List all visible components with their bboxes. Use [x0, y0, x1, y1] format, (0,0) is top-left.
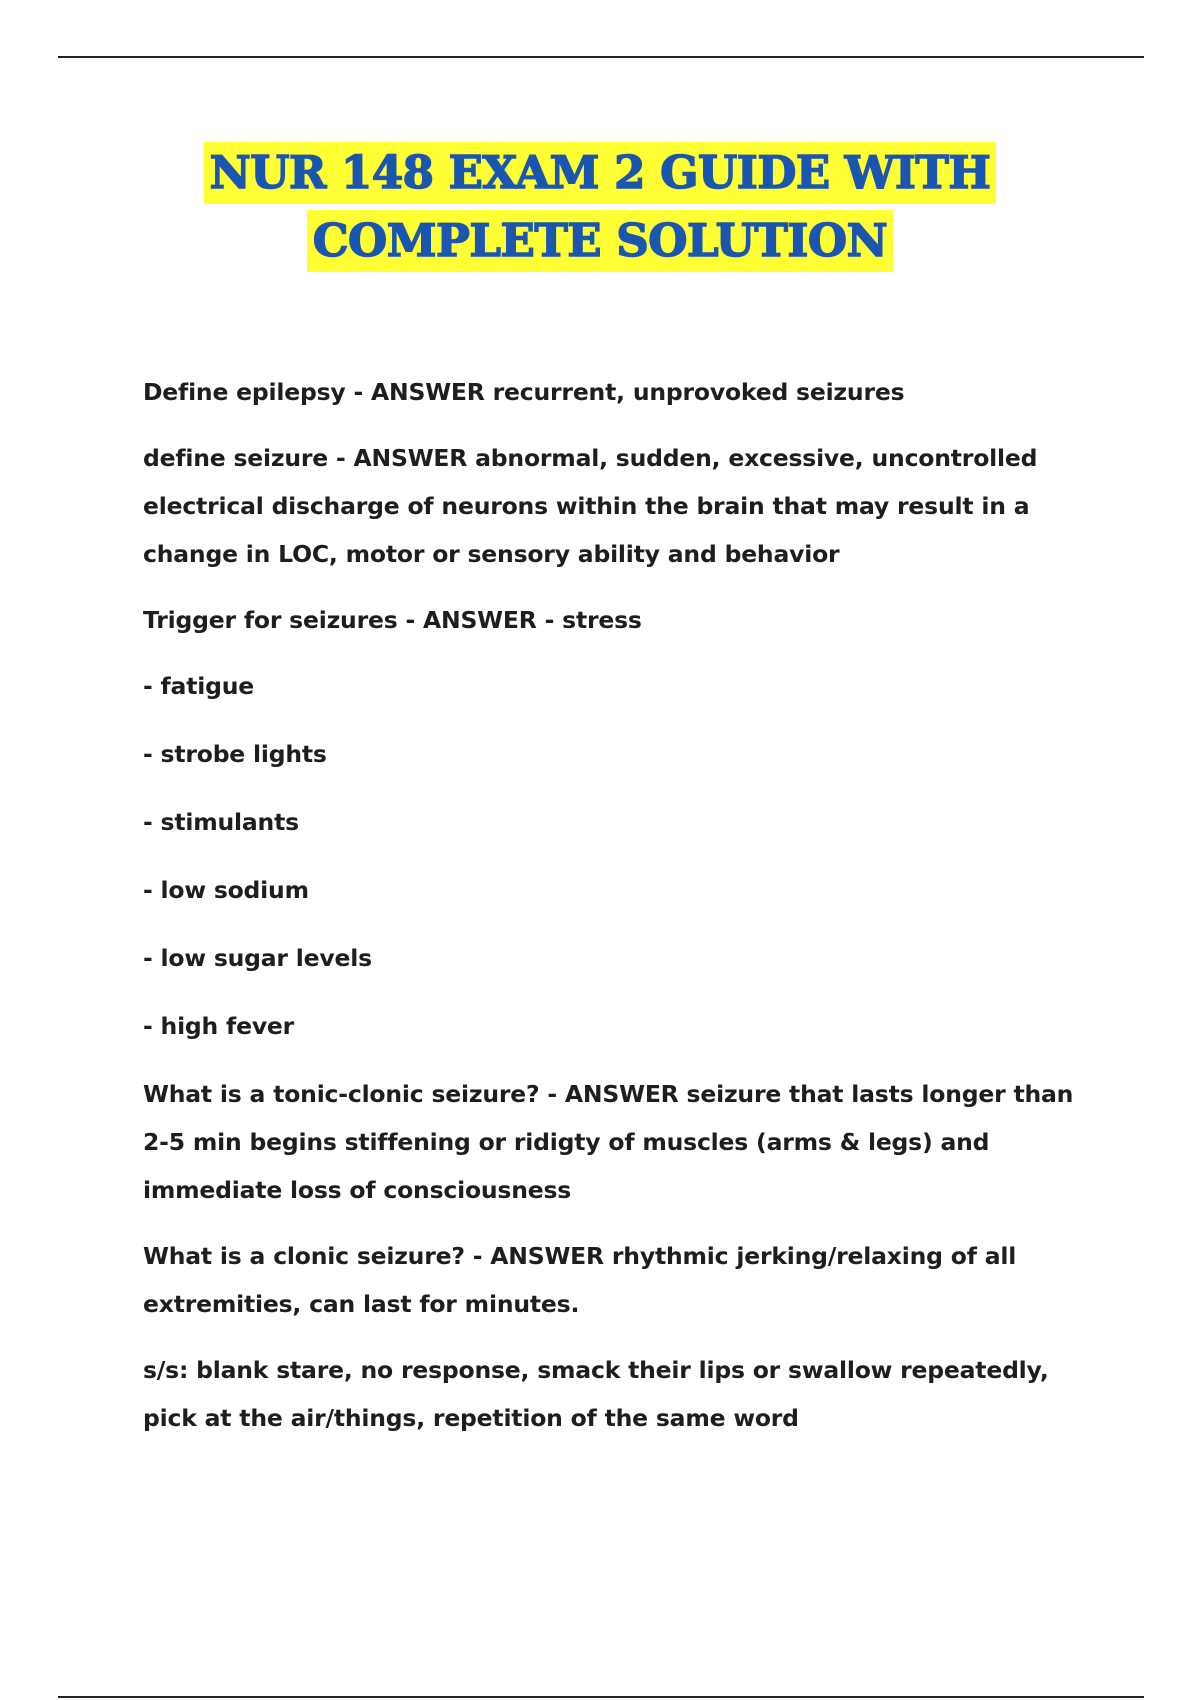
qa-seizure: define seizure - ANSWER abnormal, sudden, excessive, uncontrolled electrical discharge of neurons within the brain that may result in a change in LOC, motor or sensory ability and behavior: [143, 444, 1038, 568]
qa-epilepsy: Define epilepsy - ANSWER recurrent, unprovoked seizures: [143, 378, 905, 406]
list-item: - low sugar levels: [143, 944, 372, 972]
list-item: - high fever: [143, 1012, 295, 1040]
qa-triggers: Trigger for seizures - ANSWER - stress: [143, 606, 642, 634]
bottom-rule: [58, 1696, 1144, 1698]
title-line-2: COMPLETE SOLUTION: [307, 210, 894, 272]
qa-clonic: What is a clonic seizure? - ANSWER rhythmic jerking/relaxing of all extremities, can last for minutes.: [143, 1242, 1017, 1318]
top-rule: [58, 56, 1144, 58]
signs-symptoms: s/s: blank stare, no response, smack their lips or swallow repeatedly, pick at the air/things, repetition of the same word: [143, 1356, 1049, 1432]
document-body: [143, 368, 1103, 1460]
qa-tonic-clonic: What is a tonic-clonic seizure? - ANSWER seizure that lasts longer than 2-5 min begins stiffening or ridigty of muscles (arms & legs) and immediate loss of consciousness: [143, 1080, 1074, 1204]
list-item: - fatigue: [143, 672, 254, 700]
title-line-1: NUR 148 EXAM 2 GUIDE WITH: [204, 142, 997, 204]
list-item: - low sodium: [143, 876, 309, 904]
list-item: - strobe lights: [143, 740, 327, 768]
document-title: [0, 142, 1200, 272]
list-item: - stimulants: [143, 808, 299, 836]
